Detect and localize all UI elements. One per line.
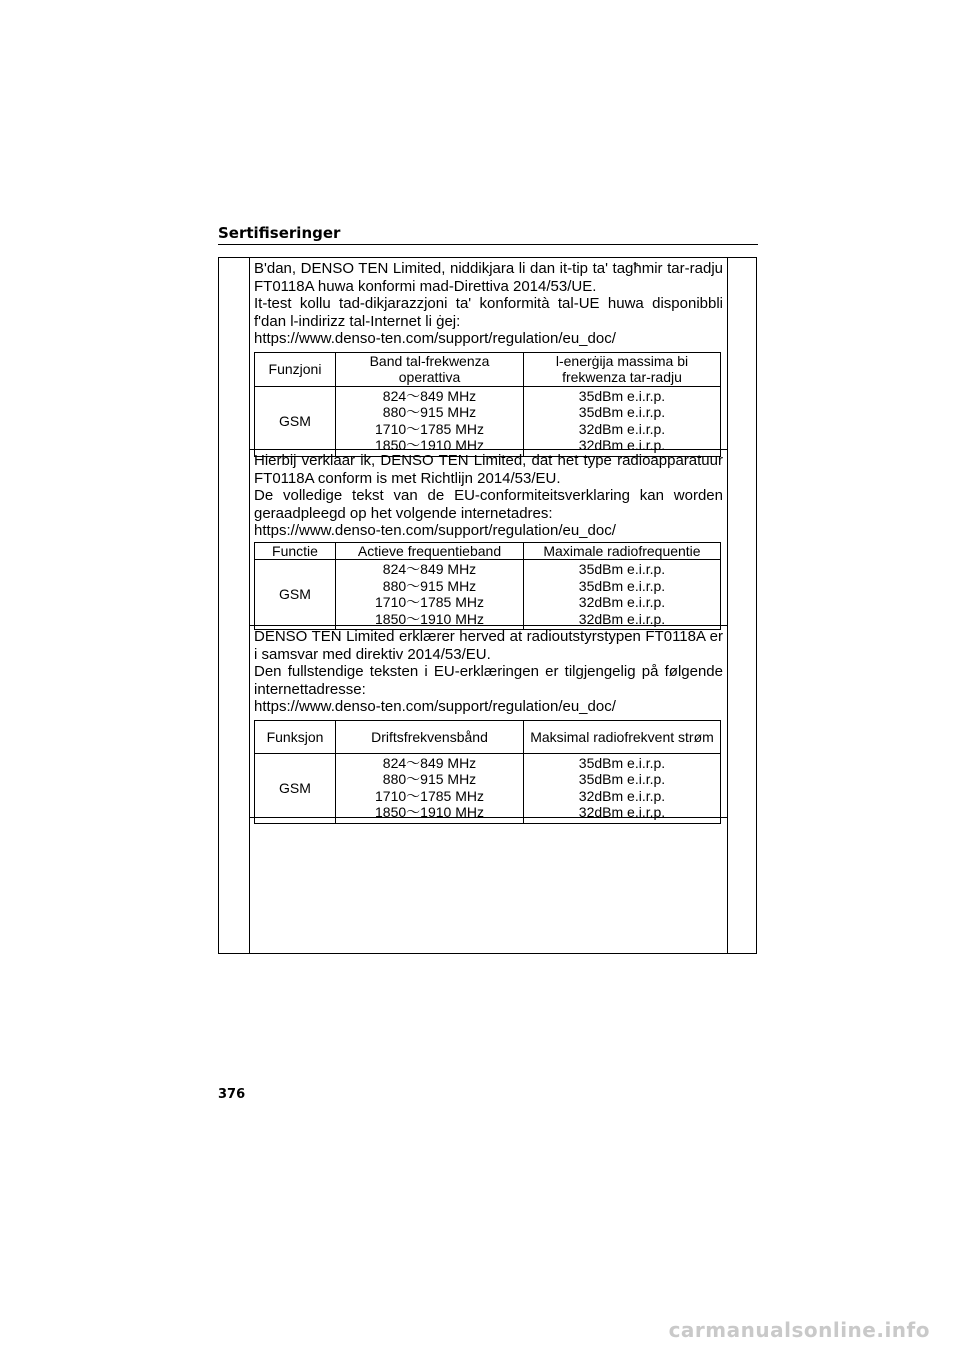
table-row — [255, 560, 721, 630]
header-power: l-enerġija massima bi frekwenza tar-radju — [524, 352, 721, 386]
band-value: 1850～1910 MHz — [375, 610, 484, 627]
header-function: Functie — [255, 542, 336, 560]
cell-bands — [336, 560, 524, 630]
declaration-url: https://www.denso-ten.com/support/regulation/eu_doc/ — [254, 522, 616, 540]
band-value: 1850～1910 MHz — [375, 437, 484, 454]
header-band: Driftsfrekvensbånd — [336, 720, 524, 753]
power-value: 32dBm e.i.r.p. — [578, 420, 666, 437]
declaration-availability: It-test kollu tad-dikjarazzjoni ta' konformità tal-UE huwa disponibbli f'dan l-indirizz tal-Internet li ġej: — [254, 295, 723, 330]
band-value: 880～915 MHz — [382, 404, 477, 421]
power-value: 35dBm e.i.r.p. — [578, 404, 666, 421]
cell-powers — [524, 753, 721, 823]
declaration-url: https://www.denso-ten.com/support/regulation/eu_doc/ — [254, 698, 616, 716]
declaration-url: https://www.denso-ten.com/support/regulation/eu_doc/ — [254, 330, 616, 348]
band-value: 880～915 MHz — [382, 771, 477, 788]
cell-function: GSM — [255, 753, 336, 823]
declaration-text: DENSO TEN Limited erklærer herved at radioutstyrstypen FT0118A er i samsvar med direktiv 2014/53/EU. — [254, 628, 723, 663]
declaration-block-maltese — [250, 260, 727, 454]
band-value: 1710～1785 MHz — [375, 594, 484, 611]
declaration-availability: De volledige tekst van de EU-conformiteitsverklaring kan worden geraadpleegd op het volgende internetadres: — [254, 487, 723, 522]
cell-bands — [336, 753, 524, 823]
table-row — [255, 386, 721, 456]
page-number: 376 — [218, 1087, 246, 1102]
cell-bands — [336, 386, 524, 456]
power-value: 32dBm e.i.r.p. — [578, 610, 666, 627]
power-value: 32dBm e.i.r.p. — [578, 804, 666, 821]
power-value: 35dBm e.i.r.p. — [578, 754, 666, 771]
frequency-table — [254, 352, 721, 457]
title-rule — [218, 244, 758, 245]
cell-function: GSM — [255, 386, 336, 456]
band-value: 824～849 MHz — [382, 387, 477, 404]
declaration-availability: Den fullstendige teksten i EU-erklæringen er tilgjengelig på følgende internettadresse: — [254, 663, 723, 698]
power-value: 35dBm e.i.r.p. — [578, 561, 666, 578]
band-value: 1710～1785 MHz — [375, 420, 484, 437]
watermark: carmanualsonline.info — [668, 1318, 930, 1342]
declaration-block-norwegian — [250, 628, 727, 821]
band-value: 880～915 MHz — [382, 577, 477, 594]
table-header-row — [255, 352, 721, 386]
frequency-table — [254, 720, 721, 824]
declaration-text: B'dan, DENSO TEN Limited, niddikjara li dan it-tip ta' tagħmir tar-radju FT0118A huwa konformi mad-Direttiva 2014/53/UE. — [254, 260, 723, 295]
cell-function: GSM — [255, 560, 336, 630]
power-value: 32dBm e.i.r.p. — [578, 437, 666, 454]
power-value: 35dBm e.i.r.p. — [578, 387, 666, 404]
band-value: 1710～1785 MHz — [375, 787, 484, 804]
header-power: Maximale radiofrequentie — [524, 542, 721, 560]
header-function: Funksjon — [255, 720, 336, 753]
declaration-text: Hierbij verklaar ik, DENSO TEN Limited, dat het type radioapparatuur FT0118A conform is met Richtlijn 2014/53/EU. — [254, 452, 723, 487]
power-value: 35dBm e.i.r.p. — [578, 577, 666, 594]
section-title: Sertifiseringer — [218, 224, 341, 242]
header-band: Band tal-frekwenza operattiva — [336, 352, 524, 386]
power-value: 32dBm e.i.r.p. — [578, 594, 666, 611]
band-value: 824～849 MHz — [382, 754, 477, 771]
cell-powers — [524, 560, 721, 630]
header-band: Actieve frequentieband — [336, 542, 524, 560]
frequency-table — [254, 542, 721, 631]
power-value: 35dBm e.i.r.p. — [578, 771, 666, 788]
band-value: 1850～1910 MHz — [375, 804, 484, 821]
header-function: Funzjoni — [255, 352, 336, 386]
cell-powers — [524, 386, 721, 456]
table-header-row — [255, 542, 721, 560]
declaration-block-dutch — [250, 452, 727, 626]
band-value: 824～849 MHz — [382, 561, 477, 578]
header-power: Maksimal radiofrekvent strøm — [524, 720, 721, 753]
table-header-row — [255, 720, 721, 753]
power-value: 32dBm e.i.r.p. — [578, 787, 666, 804]
table-row — [255, 753, 721, 823]
